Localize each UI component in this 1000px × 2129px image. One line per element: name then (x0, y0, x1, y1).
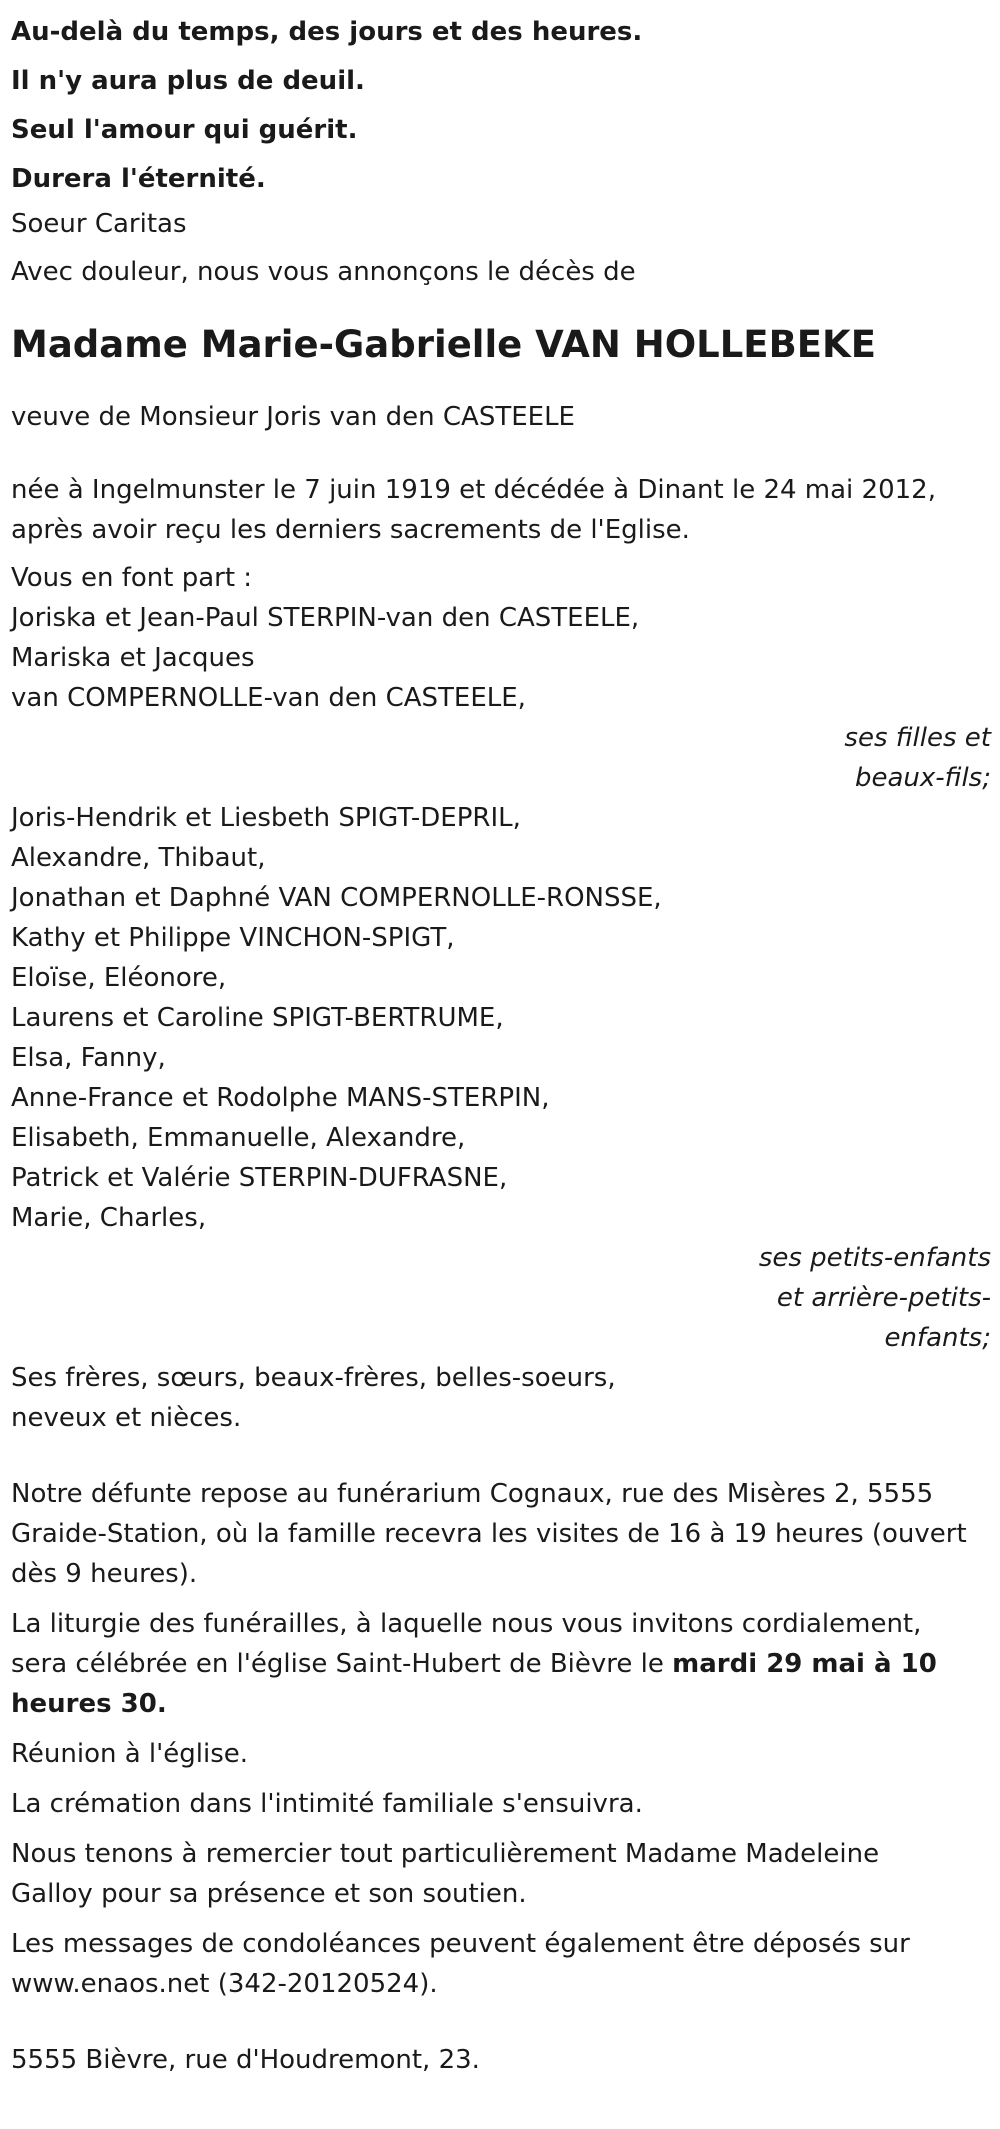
list-item: Marie, Charles, (11, 1203, 207, 1233)
sister-name: Soeur Caritas (11, 209, 187, 239)
cremation-note: La crémation dans l'intimité familiale s'ensuivra. (11, 1789, 643, 1819)
list-item: Joris-Hendrik et Liesbeth SPIGT-DEPRIL, (11, 803, 521, 833)
birth-death-line: après avoir reçu les derniers sacrements de l'Eglise. (11, 515, 690, 545)
poem-line: Seul l'amour qui guérit. (11, 115, 358, 145)
paragraph-line: Nous tenons à remercier tout particulièrement Madame Madeleine (11, 1839, 880, 1869)
liturgy-paragraph (11, 1604, 1000, 1724)
role-line: beaux-fils; (854, 763, 991, 793)
paragraph-line: Galloy pour sa présence et son soutien. (11, 1879, 527, 1909)
role-line: enfants; (884, 1323, 991, 1353)
condolences-paragraph (11, 1924, 1000, 2004)
list-item: Ses frères, sœurs, beaux-frères, belles-soeurs, (11, 1363, 616, 1393)
list-item: Anne-France et Rodolphe MANS-STERPIN, (11, 1083, 550, 1113)
children-list (11, 598, 1000, 718)
list-item: neveux et nièces. (11, 1403, 242, 1433)
reunion-note: Réunion à l'église. (11, 1739, 249, 1769)
grandchildren-list (11, 798, 1000, 1238)
poem (11, 8, 1000, 204)
poem-line: Il n'y aura plus de deuil. (11, 66, 365, 96)
list-item: Elisabeth, Emmanuelle, Alexandre, (11, 1123, 466, 1153)
address: 5555 Bièvre, rue d'Houdremont, 23. (11, 2045, 480, 2075)
announcement: Avec douleur, nous vous annonçons le décès de (11, 257, 636, 287)
paragraph-line: www.enaos.net (342-20120524). (11, 1969, 438, 1999)
list-item: Mariska et Jacques (11, 643, 255, 673)
list-item: Eloïse, Eléonore, (11, 963, 227, 993)
grandchildren-role (11, 1238, 991, 1358)
funeral-date: mardi 29 mai à 10 (672, 1649, 937, 1679)
poem-line: Au-delà du temps, des jours et des heures. (11, 17, 643, 47)
siblings-list (11, 1358, 1000, 1438)
list-item: Patrick et Valérie STERPIN-DUFRASNE, (11, 1163, 508, 1193)
paragraph-line (11, 1644, 1000, 1684)
thanks-paragraph (11, 1834, 1000, 1914)
birth-death-line: née à Ingelmunster le 7 juin 1919 et décédée à Dinant le 24 mai 2012, (11, 475, 936, 505)
role-line: et arrière-petits- (776, 1283, 991, 1313)
liturgy-text: sera célébrée en l'église Saint-Hubert de Bièvre le (11, 1649, 673, 1679)
list-item: Joriska et Jean-Paul STERPIN-van den CASTEELE, (11, 603, 640, 633)
paragraph-line: dès 9 heures). (11, 1559, 198, 1589)
paragraph-line: Les messages de condoléances peuvent également être déposés sur (11, 1929, 910, 1959)
role-line: ses petits-enfants (758, 1243, 991, 1273)
role-line: ses filles et (844, 723, 991, 753)
deceased-name: Madame Marie-Gabrielle VAN HOLLEBEKE (11, 323, 877, 366)
paragraph-line: La liturgie des funérailles, à laquelle nous vous invitons cordialement, (11, 1609, 922, 1639)
list-item: Alexandre, Thibaut, (11, 843, 266, 873)
children-role (11, 718, 991, 798)
list-item: Kathy et Philippe VINCHON-SPIGT, (11, 923, 455, 953)
poem-line: Durera l'éternité. (11, 164, 266, 194)
paragraph-line: Notre défunte repose au funérarium Cognaux, rue des Misères 2, 5555 (11, 1479, 934, 1509)
family-intro: Vous en font part : (11, 563, 253, 593)
repose-paragraph (11, 1474, 1000, 1594)
paragraph-line: Graide-Station, où la famille recevra les visites de 16 à 19 heures (ouvert (11, 1519, 967, 1549)
funeral-time: heures 30. (11, 1689, 167, 1719)
widow-of: veuve de Monsieur Joris van den CASTEELE (11, 402, 575, 432)
list-item: van COMPERNOLLE-van den CASTEELE, (11, 683, 526, 713)
list-item: Jonathan et Daphné VAN COMPERNOLLE-RONSSE, (11, 883, 662, 913)
list-item: Elsa, Fanny, (11, 1043, 166, 1073)
paragraph-line (11, 1684, 1000, 1724)
list-item: Laurens et Caroline SPIGT-BERTRUME, (11, 1003, 504, 1033)
